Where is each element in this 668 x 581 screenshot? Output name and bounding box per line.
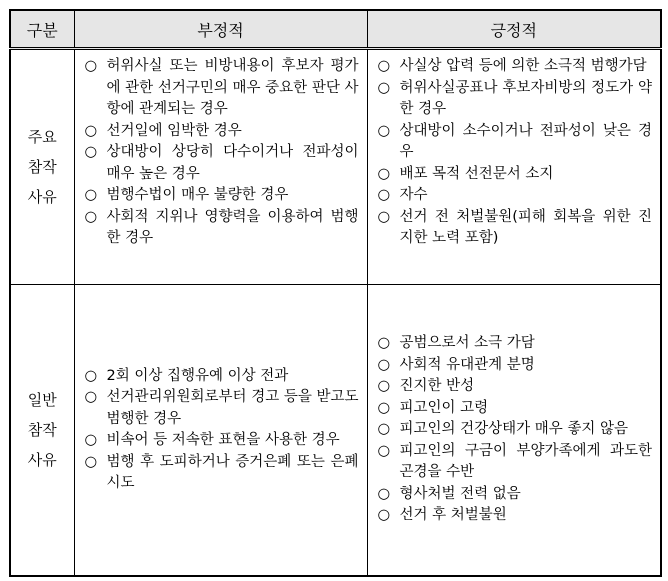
list-item: ○ 허위사실공표나 후보자비방의 정도가 약한 경우 (377, 79, 652, 117)
list-item: ○ 피고인의 구금이 부양가족에게 과도한 곤경을 수반 (377, 442, 652, 481)
circle-bullet-icon: ○ (377, 335, 391, 352)
negative-list (85, 366, 359, 495)
positive-list (378, 56, 653, 250)
category-line: 참작 (27, 158, 57, 176)
list-item: ○ 비속어 등 저속한 표현을 사용한 경우 (85, 430, 359, 452)
list-item: ○ 선거 전 처벌불원(피해 회복을 위한 진지한 노력 포함) (377, 208, 652, 246)
list-item: ○ 선거 후 처벌불원 (378, 505, 653, 527)
negative-cell (74, 285, 367, 577)
header-negative: 부정적 (74, 10, 367, 49)
list-item: ○ 선거관리위원회로부터 경고 등을 받고도 범행한 경우 (84, 389, 359, 427)
list-item: ○ 2회 이상 집행유예 이상 전과 (85, 366, 359, 388)
list-item: ○ 공범으로서 소극 가담 (378, 333, 653, 355)
circle-bullet-icon: ○ (377, 399, 391, 416)
negative-list (85, 56, 359, 250)
header-positive: 긍정적 (367, 10, 661, 49)
circle-bullet-icon: ○ (84, 144, 98, 160)
circle-bullet-icon: ○ (377, 378, 391, 395)
list-item: ○ 허위사실 또는 비방내용이 후보자 평가에 관한 선거구민의 매우 중요한 판단 사항에 관계되는 경우 (84, 58, 359, 117)
negative-cell (74, 49, 367, 285)
circle-bullet-icon: ○ (377, 122, 391, 139)
category-cell (10, 285, 74, 577)
circle-bullet-icon: ○ (377, 421, 391, 438)
list-item: ○ 사회적 유대관계 분명 (378, 355, 653, 377)
positive-cell (367, 285, 661, 577)
category-line: 참작 (27, 421, 57, 439)
circle-bullet-icon: ○ (377, 58, 391, 74)
header-row (10, 10, 661, 49)
list-item: ○ 자수 (378, 185, 653, 207)
list-item: ○ 범행 후 도피하거나 증거은폐 또는 은폐 시도 (84, 453, 359, 491)
circle-bullet-icon: ○ (377, 442, 391, 459)
circle-bullet-icon: ○ (377, 485, 391, 502)
list-item: ○ 사실상 압력 등에 의한 소극적 범행가담 (378, 56, 653, 78)
list-item: ○ 피고인의 건강상태가 매우 좋지 않음 (378, 419, 653, 441)
circle-bullet-icon: ○ (377, 79, 391, 96)
category-cell (10, 49, 74, 285)
circle-bullet-icon: ○ (84, 58, 98, 74)
row-general-factors (10, 285, 661, 577)
circle-bullet-icon: ○ (377, 356, 391, 373)
list-item: ○ 사회적 지위나 영향력을 이용하여 범행한 경우 (84, 208, 359, 246)
category-line: 사유 (27, 451, 57, 469)
sentencing-factors-table (9, 9, 662, 577)
list-item: ○ 형사처벌 전력 없음 (378, 484, 653, 506)
circle-bullet-icon: ○ (84, 187, 98, 203)
circle-bullet-icon: ○ (84, 389, 98, 405)
category-line: 사유 (27, 188, 57, 206)
list-item: ○ 피고인이 고령 (378, 398, 653, 420)
circle-bullet-icon: ○ (377, 208, 391, 225)
circle-bullet-icon: ○ (84, 432, 98, 448)
category-line: 주요 (27, 128, 57, 146)
list-item: ○ 상대방이 소수이거나 전파성이 낮은 경우 (377, 122, 652, 160)
header-category: 구분 (10, 10, 74, 49)
category-line: 일반 (27, 391, 57, 409)
list-item: ○ 배포 목적 선전문서 소지 (378, 164, 653, 186)
circle-bullet-icon: ○ (84, 453, 98, 470)
circle-bullet-icon: ○ (377, 507, 391, 524)
list-item: ○ 범행수법이 매우 불량한 경우 (85, 185, 359, 207)
positive-cell (367, 49, 661, 285)
positive-list (378, 333, 653, 527)
circle-bullet-icon: ○ (377, 165, 391, 182)
list-item: ○ 상대방이 상당히 다수이거나 전파성이 매우 높은 경우 (84, 144, 359, 182)
circle-bullet-icon: ○ (84, 208, 98, 225)
list-item: ○ 선거일에 임박한 경우 (85, 121, 359, 143)
circle-bullet-icon: ○ (377, 187, 391, 203)
list-item: ○ 진지한 반성 (378, 376, 653, 398)
circle-bullet-icon: ○ (84, 367, 98, 384)
row-major-factors (10, 49, 661, 285)
circle-bullet-icon: ○ (84, 122, 98, 139)
